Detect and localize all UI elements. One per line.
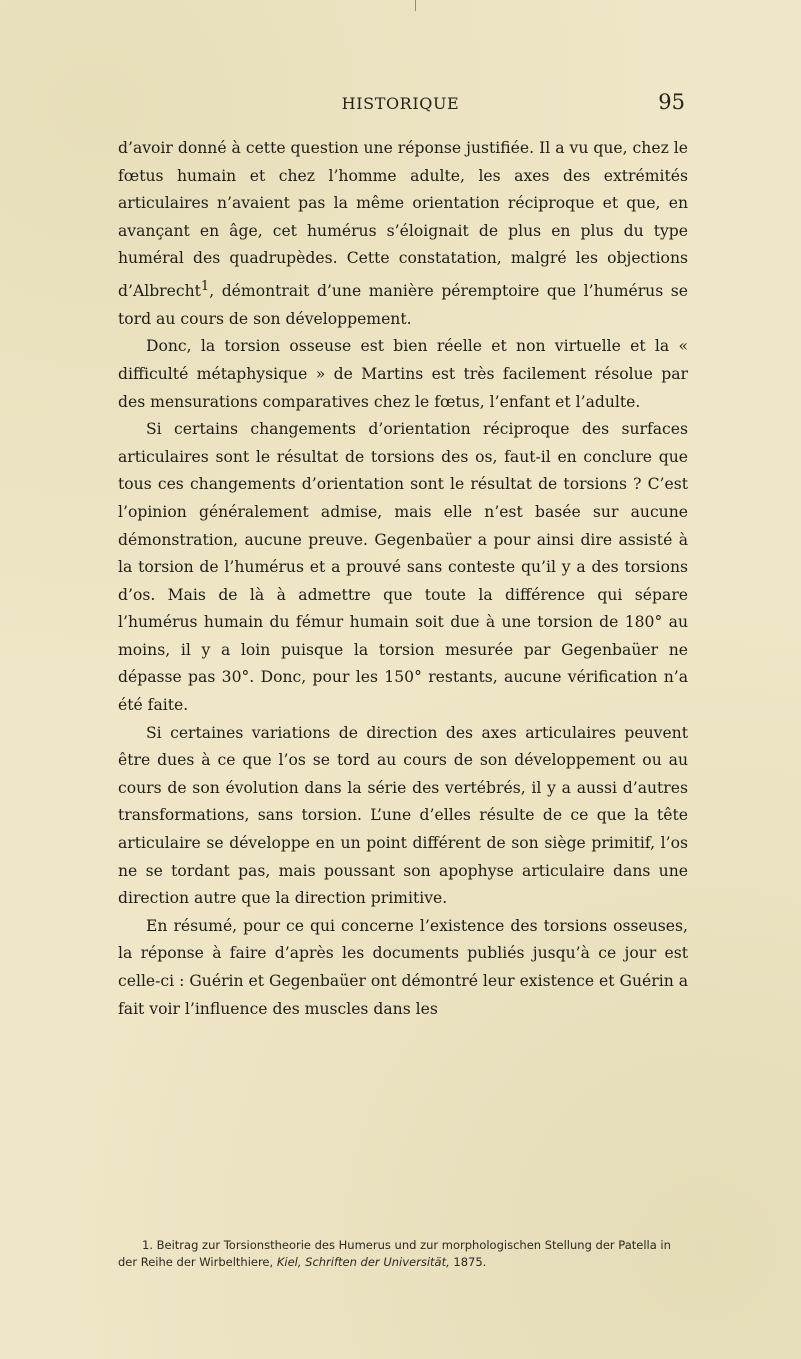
footnote-reference: 1	[200, 278, 210, 294]
paragraph: Si certains changements d’orientation réciproque des surfaces articulaires sont le résultat de torsions des os, faut-il en conclure que tous ces changements d’orientation sont le résultat de torsions ? C’est l’opinion généralement admise, mais elle n’est basée sur aucune démonstration, aucune preuve. Gegenbaüer a pour ainsi dire assisté à la torsion de l’humérus et a prouvé sans conteste qu’il y a des torsions d’os. Mais de là à admettre que toute la différence qui sépare l’humérus humain du fémur humain soit due à une torsion de 180° au moins, il y a loin puisque la torsion mesurée par Gegenbaüer ne dépasse pas 30°. Donc, pour les 150° restants, aucune vérification n’a été faite.	[118, 420, 688, 715]
paragraph-text-after-footnote-ref: , démontrait d’une manière péremptoire que l’humérus se tord au cours de son développement.	[118, 282, 688, 328]
paragraph: Si certaines variations de direction des axes articulaires peuvent être dues à ce que l’os se tord au cours de son développement ou au cours de son évolution dans la série des vertébrés, il y a aussi d’autres transformations, sans torsion. L’une d’elles résulte de ce que la tête articulaire se développe en un point différent de son siège primitif, l’os ne se tordant pas, mais poussant son apophyse articulaire dans une direction autre que la direction primitive.	[118, 723, 688, 908]
print-mark	[415, 0, 416, 11]
main-text	[118, 135, 688, 1023]
running-title: HISTORIQUE	[341, 94, 460, 113]
footnote-text: 1. Beitrag zur Torsionstheorie des Humerus und zur morphologischen Stellung der Patella in der Reihe der Wirbelthiere,	[118, 1238, 671, 1269]
paragraph: Donc, la torsion osseuse est bien réelle et non virtuelle et la « difficulté métaphysique » de Martins est très facilement résolue par des mensurations comparatives chez le fœtus, l’enfant et l’adulte.	[118, 337, 688, 411]
running-header	[0, 90, 801, 124]
page-number: 95	[658, 90, 685, 114]
paragraph-text-before-footnote-ref: d’avoir donné à cette question une réponse justifiée. Il a vu que, chez le fœtus humain et chez l’homme adulte, les axes des extrémités articulaires n’avaient pas la même orientation réciproque et que, en avançant en âge, cet humérus s’éloignait de plus en plus du type huméral des quadrupèdes. Cette constatation, malgré les objections d’Albrecht	[118, 139, 688, 301]
paragraph: En résumé, pour ce qui concerne l’existence des torsions osseuses, la réponse à faire d’après les documents publiés jusqu’à ce jour est celle-ci : Guérin et Gegenbaüer ont démontré leur existence et Guérin a fait voir l’influence des muscles dans les	[118, 916, 688, 1018]
footnote	[118, 1237, 688, 1271]
footnote-publication: Kiel, Schriften der Universität,	[276, 1255, 450, 1269]
footnote-year: 1875.	[453, 1255, 487, 1269]
paragraph	[118, 135, 688, 333]
